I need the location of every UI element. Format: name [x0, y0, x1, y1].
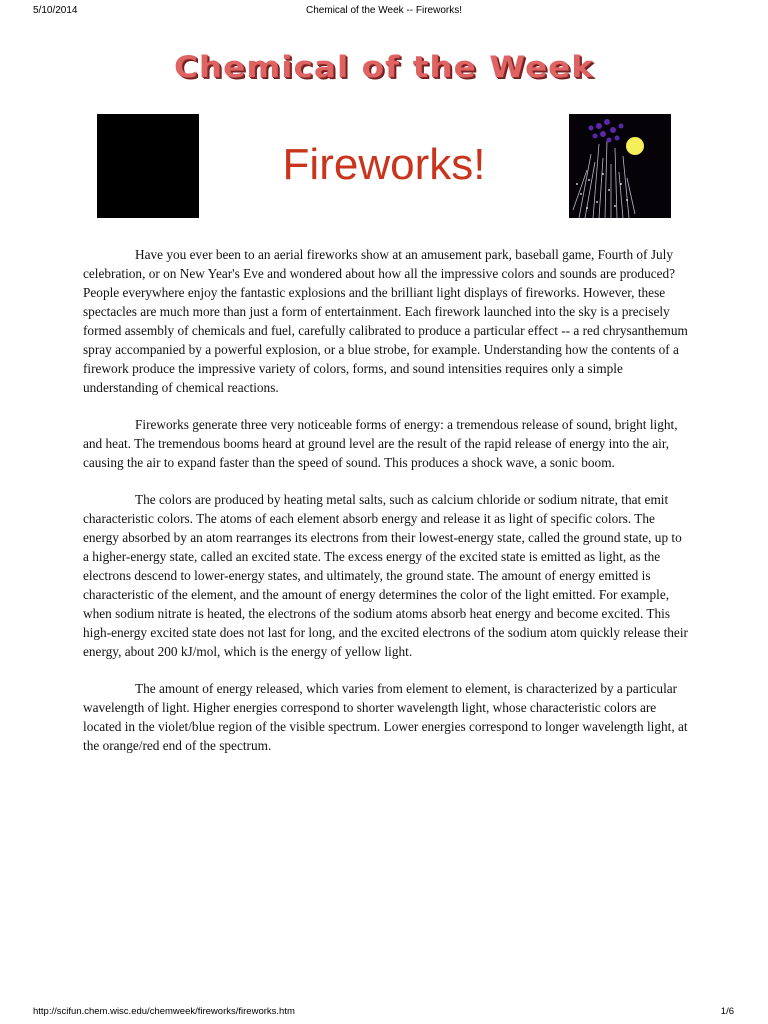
paragraph: The colors are produced by heating metal salts, such as calcium chloride or sodium nitrate, that emit characteristic colors. The atoms of each element absorb energy and release it as light of specific colors. The energy absorbed by an atom rearranges its electrons from their lowest-energy state, called the ground state, up to a higher-energy state, called an excited state. The excess energy of the excited state is emitted as light, as the electrons descend to lower-energy states, and ultimately, the ground state. The amount of energy emitted is characteristic of the element, and the amount of energy determines the color of the light emitted. For example, when sodium nitrate is heated, the electrons of the sodium atoms absorb heat energy and become excited. This high-energy excited state does not last for long, and the excited electrons of the sodium atom quickly release their energy, about 200 kJ/mol, which is the energy of yellow light. — [83, 492, 688, 659]
print-doc-title: Chemical of the Week -- Fireworks! — [306, 5, 462, 16]
print-header — [0, 0, 768, 22]
page-number: 1/6 — [720, 1006, 734, 1017]
print-footer — [0, 1004, 768, 1024]
article-body — [83, 245, 689, 773]
paragraph: Fireworks generate three very noticeable forms of energy: a tremendous release of sound, bright light, and heat. The tremendous booms heard at ground level are the result of the rapid release of energy into the air, causing the air to expand faster than the speed of sound. This produces a shock wave, a sonic boom. — [83, 417, 678, 470]
paragraph: The amount of energy released, which varies from element to element, is characterized by a particular wavelength of light. Higher energies correspond to shorter wavelength light, whose characteristic colors are located in the violet/blue region of the visible spectrum. Lower energies correspond to longer wavelength light, at the orange/red end of the spectrum. — [83, 681, 688, 753]
banner-heading: Chemical of the Week — [173, 50, 595, 84]
paragraph: Have you ever been to an aerial fireworks show at an amusement park, baseball game, Fourth of July celebration, or on New Year's Eve and wondered about how all the impressive colors and sounds are produced? People everywhere enjoy the fantastic explosions and the brilliant light displays of fireworks. However, these spectacles are much more than just a form of entertainment. Each firework launched into the sky is a precisely formed assembly of chemicals and fuel, carefully calibrated to produce a particular effect -- a red chrysanthemum spray accompanied by a powerful explosion, or a blue strobe, for example. Understanding how the contents of a firework produce the impressive variety of colors, forms, and sound intensities requires only a simple understanding of chemical reactions. — [83, 247, 688, 395]
page-title: Fireworks! — [282, 140, 486, 189]
print-date: 5/10/2014 — [33, 5, 78, 16]
fireworks-image — [569, 114, 671, 218]
source-url[interactable]: http://scifun.chem.wisc.edu/chemweek/fireworks/fireworks.htm — [33, 1006, 295, 1017]
